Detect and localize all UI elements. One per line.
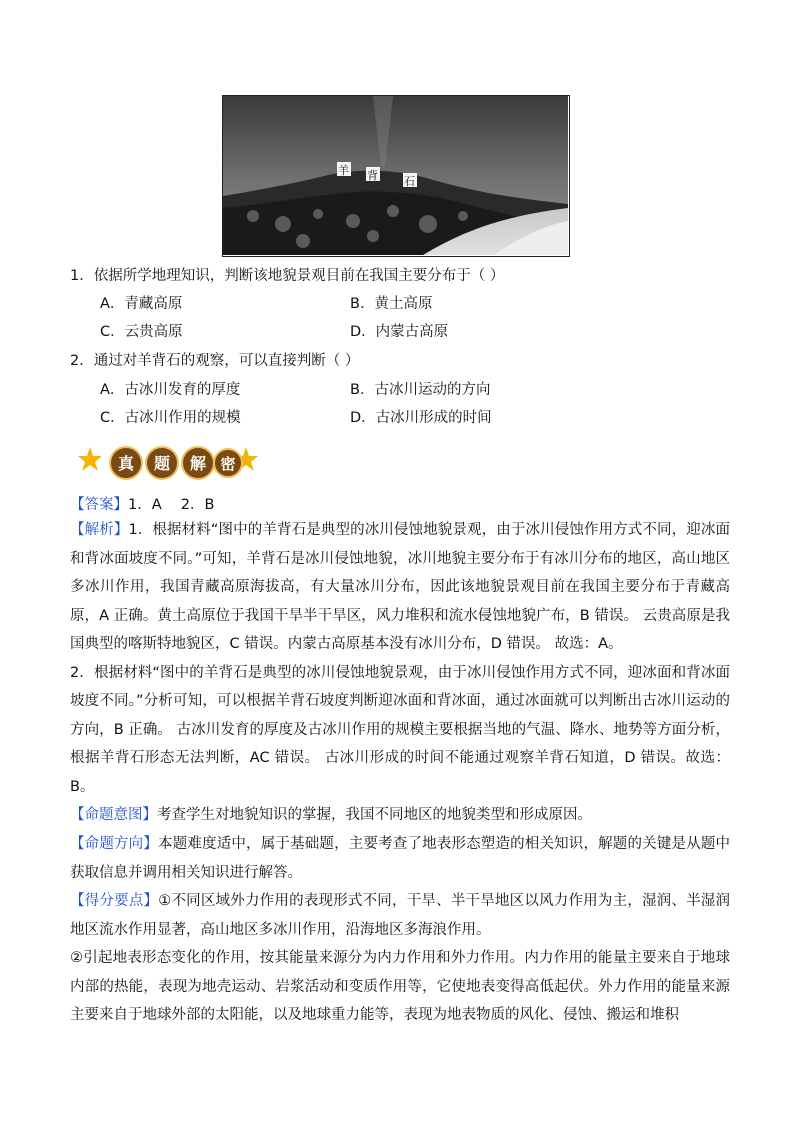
question-1-stem: 1．依据所学地理知识，判断该地貌景观目前在我国主要分布于（ ） [70, 268, 505, 284]
intent-text: 考查学生对地貌知识的掌握，我国不同地区的地貌类型和形成原因。 [157, 807, 592, 823]
q1-option-c: C．云贵高原 [100, 324, 183, 340]
answer-text: 1．A 2．B [128, 497, 215, 513]
q2-option-c: C．古冰川作用的规模 [100, 410, 241, 426]
question-2-stem: 2．通过对羊背石的观察，可以直接判断（ ） [70, 353, 360, 369]
q2-option-b: B．古冰川运动的方向 [350, 382, 491, 398]
q2-option-a: A．古冰川发育的厚度 [100, 382, 241, 398]
answer-tag: 【答案】 [70, 497, 128, 513]
analysis-paragraph-1 [70, 516, 730, 659]
q1-option-d: D．内蒙古高原 [350, 324, 449, 340]
analysis-block [70, 516, 730, 801]
photo-label-bei: 背 [367, 169, 378, 182]
q1-option-b: B．黄土高原 [350, 296, 433, 312]
landform-photo-image [223, 96, 568, 255]
intent-tag: 【命题意图】 [70, 807, 157, 823]
points-block [70, 887, 730, 1030]
banner-char-4: 密 [220, 455, 236, 473]
analysis-text-1: 1．根据材料“图中的羊背石是典型的冰川侵蚀地貌景观，由于冰川侵蚀作用方式不同，迎冰面和背冰面坡度不同。”可知，羊背石是冰川侵蚀地貌，冰川地貌主要分布于有冰川分布的地区，高山地区多冰川作用，我国青藏高原海拔高，有大量冰川分布，因此该地貌景观目前在我国主要分布于青藏高原，A 正确。黄土高原位于我国干旱半干旱区，风力堆积和流水侵蚀地貌广布，B 错误。 云贵高原是我国典型的喀斯特地貌区，C 错误。内蒙古高原基本没有冰川分布，D 错误。 故选：A。 [70, 522, 730, 652]
banner-char-3: 解 [189, 454, 207, 473]
points-paragraph-2: ②引起地表形态变化的作用，按其能量来源分为内力作用和外力作用。内力作用的能量主要来自于地球内部的热能，表现为地壳运动、岩浆活动和变质作用等，它使地表变得高低起伏。外力作用的能量来源主要来自于地球外部的太阳能，以及地球重力能等，表现为地表物质的风化、侵蚀、搬运和堆积 [70, 950, 730, 1023]
star-icon-left [78, 447, 102, 471]
points-paragraph-1 [70, 887, 730, 944]
direction-text: 本题难度适中，属于基础题，主要考查了地表形态塑造的相关知识，解题的关键是从题中获取信息并调用相关知识进行解答。 [70, 836, 731, 881]
analysis-tag: 【解析】 [70, 522, 129, 538]
q1-option-a: A．青藏高原 [100, 296, 183, 312]
points-text-1: ①不同区域外力作用的表现形式不同，干旱、半干旱地区以风力作用为主，湿润、半湿润地区流水作用显著，高山地区多冰川作用，沿海地区多海浪作用。 [70, 893, 731, 938]
analysis-paragraph-2: 2．根据材料“图中的羊背石是典型的冰川侵蚀地貌景观，由于冰川侵蚀作用方式不同，迎冰面和背冰面坡度不同。”分析可知，可以根据羊背石坡度判断迎冰面和背冰面，通过冰面就可以判断出古冰川运动的方向，B 正确。 古冰川发育的厚度及古冰川作用的规模主要根据当地的气温、降水、地势等方面分析，根据羊背石形态无法判断，AC 错误。 古冰川形成的时间不能通过观察羊背石知道，D 错误。故选：B。 [70, 664, 730, 795]
intent-block [70, 801, 730, 830]
landform-photo [222, 95, 570, 257]
section-banner [78, 443, 258, 483]
photo-label-yang: 羊 [338, 164, 349, 177]
banner-char-1: 真 [117, 454, 135, 473]
answer-line [70, 495, 214, 515]
direction-block [70, 830, 730, 887]
q2-option-d: D．古冰川形成的时间 [350, 410, 492, 426]
points-tag: 【得分要点】 [70, 893, 159, 909]
banner-char-2: 题 [153, 454, 171, 473]
photo-label-shi: 石 [404, 175, 415, 188]
direction-tag: 【命题方向】 [70, 836, 159, 852]
